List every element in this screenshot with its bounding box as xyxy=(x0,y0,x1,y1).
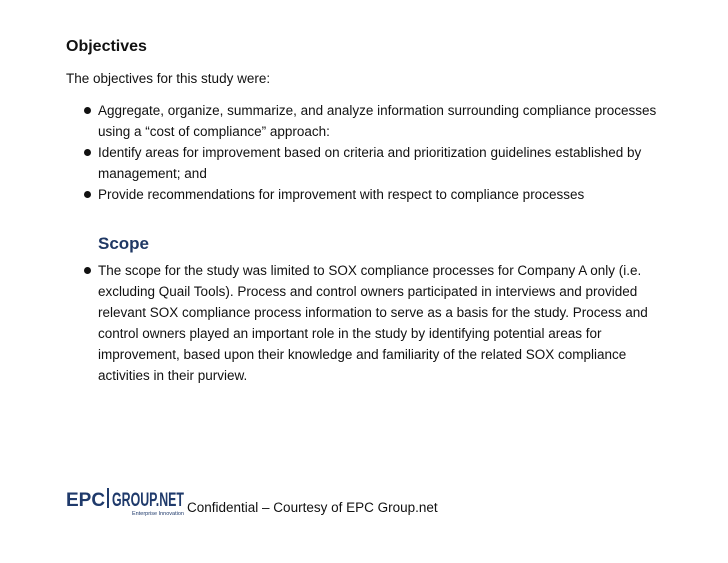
list-item-text: Provide recommendations for improvement with respect to compliance processes xyxy=(98,187,585,202)
logo-group-text: GROUP.NET xyxy=(112,490,185,511)
logo-tagline: Enterprise Innovation xyxy=(132,511,184,517)
bullet-icon xyxy=(84,267,91,274)
list-item xyxy=(66,142,666,184)
list-item-text: Aggregate, organize, summarize, and analyze information surrounding compliance processes using a “cost of compliance” approach: xyxy=(98,103,657,139)
bullet-icon xyxy=(84,191,91,198)
objectives-heading: Objectives xyxy=(66,38,147,55)
logo-epc-text: EPC xyxy=(66,490,106,511)
objectives-list xyxy=(66,100,666,205)
list-item-text: The scope for the study was limited to SOX compliance processes for Company A only (i.e. excluding Quail Tools). Process and control owners participated in interviews and provided relevant SOX compliance process information to serve as a basis for the study. Process and control owners played an important role in the study by identifying potential areas for improvement, based upon their knowledge and familiarity of the related SOX compliance activities in their purview. xyxy=(98,263,648,383)
footer-confidential-text: Confidential – Courtesy of EPC Group.net xyxy=(187,500,438,515)
bullet-icon xyxy=(84,149,91,156)
list-item-text: Identify areas for improvement based on criteria and prioritization guidelines established by management; and xyxy=(98,145,642,181)
epc-group-logo xyxy=(66,484,186,516)
objectives-intro: The objectives for this study were: xyxy=(66,71,271,86)
bullet-icon xyxy=(84,107,91,114)
scope-heading: Scope xyxy=(98,234,150,253)
list-item xyxy=(66,100,666,142)
logo-divider xyxy=(107,488,109,508)
list-item xyxy=(66,260,666,386)
scope-list xyxy=(66,260,666,386)
list-item xyxy=(66,184,666,205)
